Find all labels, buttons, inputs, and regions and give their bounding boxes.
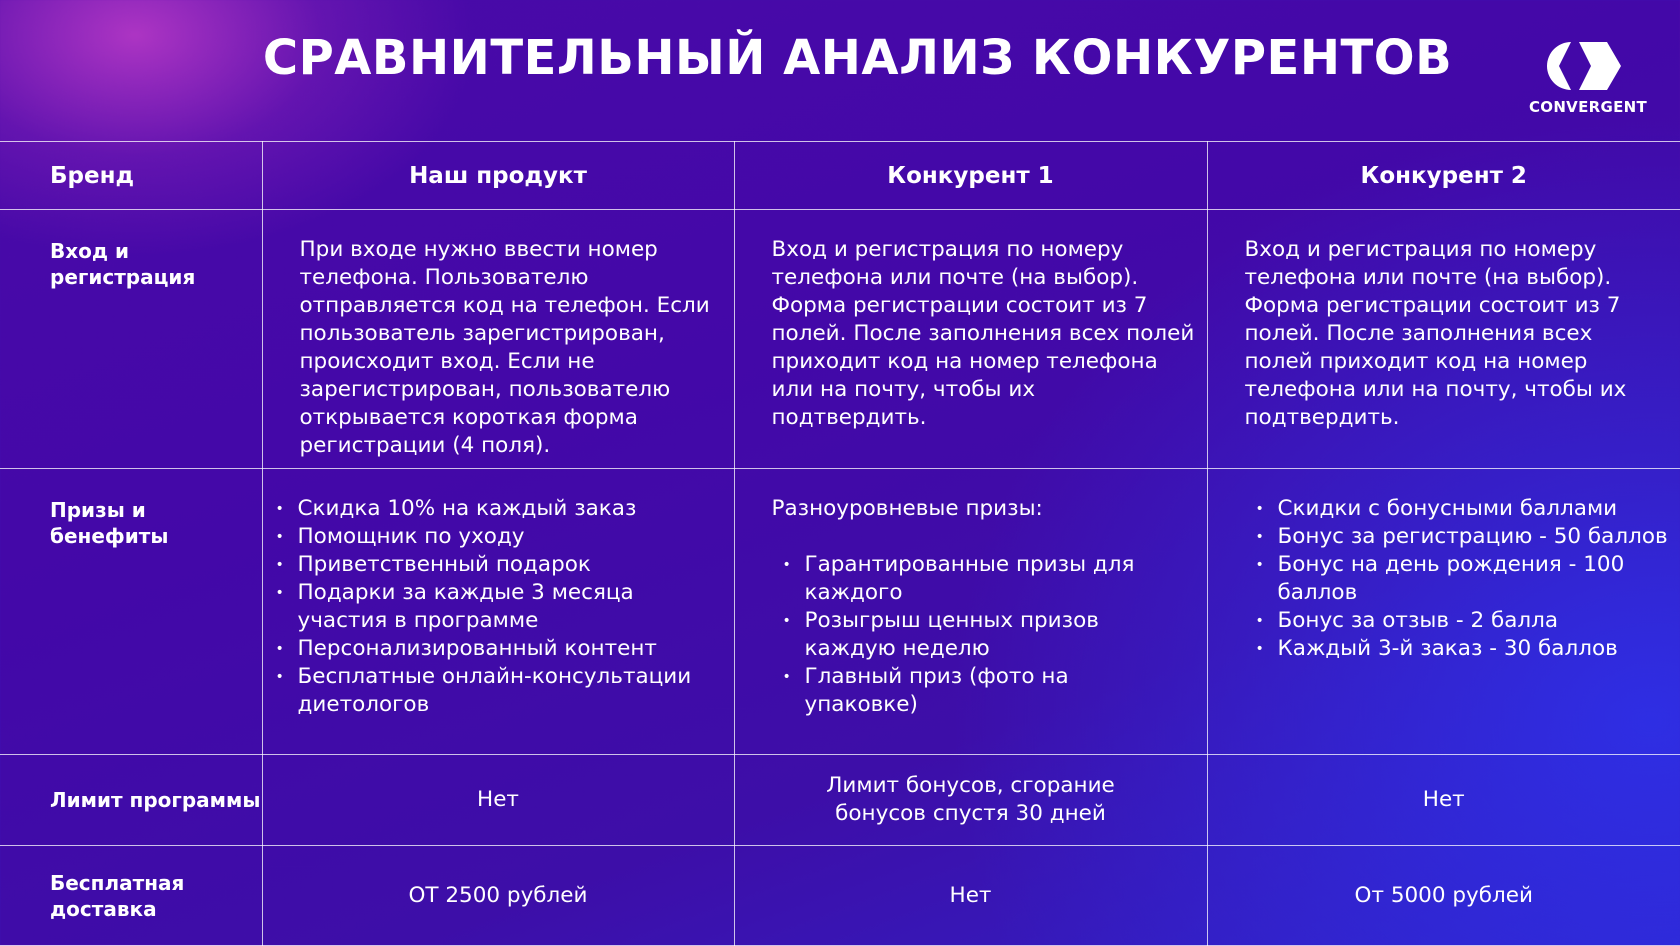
list-item: • Приветственный подарок [263, 551, 694, 579]
list-item: • Каждый 3-й заказ - 30 баллов [1243, 635, 1671, 663]
brand-logo [1508, 36, 1668, 118]
prizes-intro: Разноуровневые призы: [771, 496, 1043, 521]
list-item: • Бонус за отзыв - 2 балла [1243, 607, 1671, 635]
cell-our-limit: Нет [262, 755, 734, 846]
logo-wordmark: CONVERGENT [1528, 98, 1648, 116]
row-label-delivery: Бесплатная доставка [0, 846, 262, 946]
list-item: • Гарантированные призы для каждого [770, 551, 1167, 607]
header-our-product: Наш продукт [262, 142, 734, 210]
cell-our-delivery: ОТ 2500 рублей [262, 846, 734, 946]
header-brand: Бренд [0, 142, 262, 210]
comparison-table [0, 141, 1680, 946]
cell-our-registration: При входе нужно ввести номер телефона. Пользователю отправляется код на телефон. Если пользователь зарегистрирован, происходит вход. Если не зарегистрирован, пользователю открывается короткая форма регистрации (4 поля). [262, 210, 734, 469]
list-item: • Помощник по уходу [263, 523, 694, 551]
row-label-limit: Лимит программы [0, 755, 262, 846]
cell-c1-prizes [734, 469, 1207, 755]
list-item: • Скидка 10% на каждый заказ [263, 495, 694, 523]
header-row [0, 142, 1680, 210]
cell-c2-registration: Вход и регистрация по номеру телефона или почте (на выбор). Форма регистрации состоит из 7 полей. После заполнения всех полей приходит код на номер телефона или на почту, чтобы их подтвердить. [1207, 210, 1680, 469]
table-row-prizes [0, 469, 1680, 755]
table-row-registration [0, 210, 1680, 469]
cell-c2-limit: Нет [1207, 755, 1680, 846]
cell-our-prizes [262, 469, 734, 755]
cell-c1-delivery: Нет [734, 846, 1207, 946]
list-item: • Подарки за каждые 3 месяца участия в программе [263, 579, 694, 635]
convergent-logo-icon [1533, 36, 1643, 96]
header-competitor-2: Конкурент 2 [1207, 142, 1680, 210]
cell-c2-delivery: От 5000 рублей [1207, 846, 1680, 946]
header-competitor-1: Конкурент 1 [734, 142, 1207, 210]
list-item: • Главный приз (фото на упаковке) [770, 663, 1167, 719]
list-item: • Бесплатные онлайн-консультации диетологов [263, 663, 694, 719]
list-item: • Персонализированный контент [263, 635, 694, 663]
cell-c1-registration: Вход и регистрация по номеру телефона или почте (на выбор). Форма регистрации состоит из 7 полей. После заполнения всех полей приходит код на номер телефона или на почту, чтобы их подтвердить. [734, 210, 1207, 469]
slide-title: СРАВНИТЕЛЬНЫЙ АНАЛИЗ КОНКУРЕНТОВ [262, 30, 1453, 86]
table-row-limit [0, 755, 1680, 846]
table-row-delivery [0, 846, 1680, 946]
list-item: • Бонус за регистрацию - 50 баллов [1243, 523, 1671, 551]
row-label-prizes: Призы и бенефиты [0, 469, 262, 755]
list-item: • Розыгрыш ценных призов каждую неделю [770, 607, 1167, 663]
cell-c2-prizes [1207, 469, 1680, 755]
list-item: • Бонус на день рождения - 100 баллов [1243, 551, 1671, 607]
row-label-registration: Вход и регистрация [0, 210, 262, 469]
list-item: • Скидки с бонусными баллами [1243, 495, 1671, 523]
cell-c1-limit: Лимит бонусов, сгорание бонусов спустя 30 дней [734, 755, 1207, 846]
